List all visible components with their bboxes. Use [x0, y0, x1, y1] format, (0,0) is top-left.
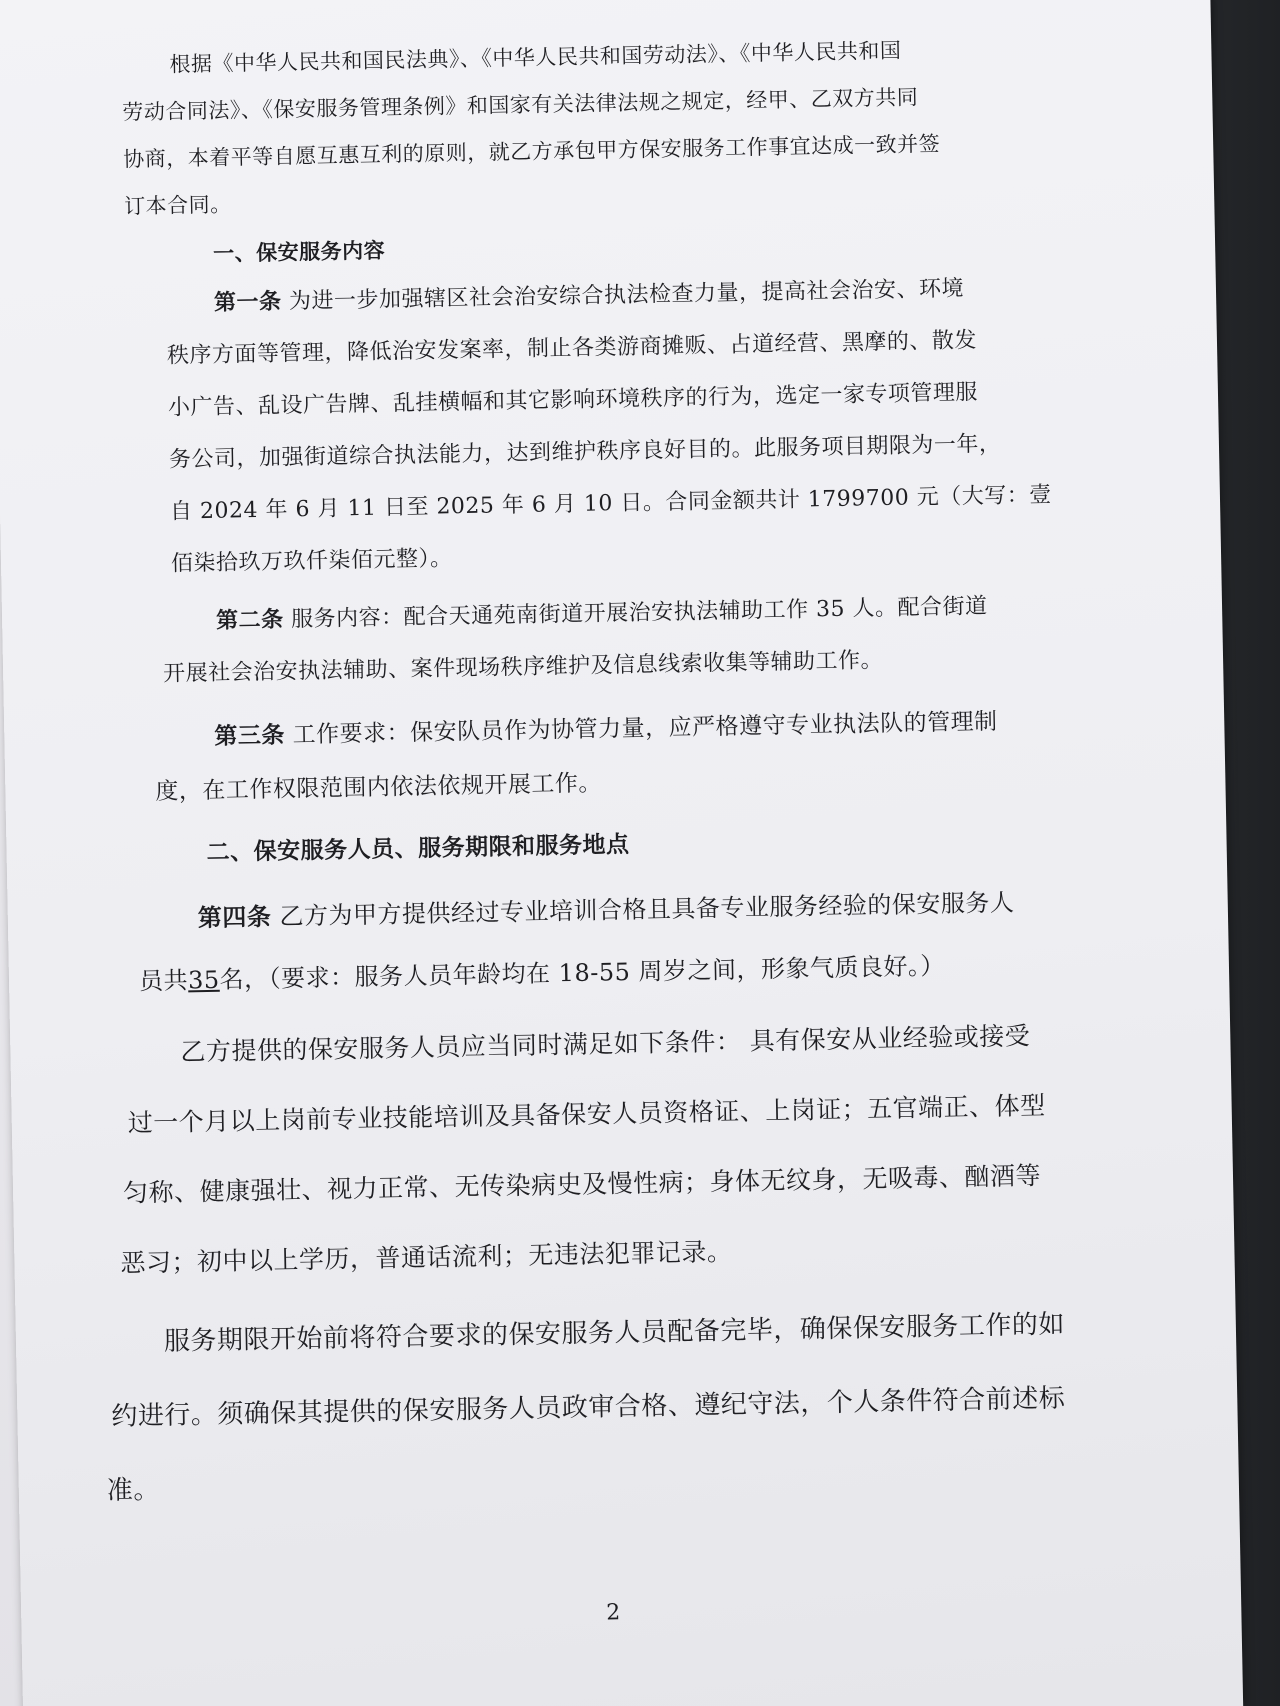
article-3-label: 第三条: [214, 721, 286, 750]
article-3-line-2: 度，在工作权限范围内依法依规开展工作。: [155, 770, 603, 805]
staffing-line-2: 约进行。须确保其提供的保安服务人员政审合格、遵纪守法，个人条件符合前述标: [111, 1383, 1066, 1432]
page-number: 2: [606, 1600, 621, 1626]
section-heading-2: 二、保安服务人员、服务期限和服务地点: [206, 830, 630, 866]
conditions-line-4: 恶习；初中以上学历，普通话流利；无违法犯罪记录。: [120, 1236, 733, 1278]
staffing-line-3: 准。: [106, 1475, 161, 1507]
article-4-line-2: [139, 946, 946, 996]
article-3-line-1: [214, 703, 998, 751]
intro-line-2: 劳动合同法》、《保安服务管理条例》和国家有关法律法规之规定，经甲、乙双方共同: [122, 85, 919, 125]
conditions-line-2: 过一个月以上岗前专业技能培训及具备保安人员资格证、上岗证；五官端正、体型: [127, 1090, 1046, 1138]
intro-line-4: 订本合同。: [123, 192, 232, 219]
contract-body: [106, 31, 1071, 1507]
conditions-line-3: 匀称、健康强壮、视力正常、无传染病史及慢性病；身体无纹身，无吸毒、酗酒等: [122, 1161, 1042, 1208]
article-1-line-5: 自 2024 年 6 月 11 日至 2025 年 6 月 10 日。合同金额共计 1799700 元（大写：壹: [169, 482, 1052, 525]
conditions-line-1: 乙方提供的保安服务人员应当同时满足如下条件： 具有保安从业经验或接受: [180, 1021, 1031, 1067]
article-4-staff-suffix: 名，（要求：服务人员年龄均在 18-55 周岁之间，形象气质良好。）: [219, 951, 946, 994]
article-2-label: 第二条: [215, 606, 284, 634]
article-1-line-6: 佰柒拾玖万玖仟柒佰元整）。: [170, 546, 453, 577]
article-2-text-1: 服务内容：配合天通苑南街道开展治安执法辅助工作 35 人。配合街道: [290, 593, 988, 633]
article-1-line-4: 务公司，加强街道综合执法能力，达到维护秩序良好目的。此服务项目期限为一年，: [168, 431, 1002, 473]
staffing-line-1: 服务期限开始前将符合要求的保安服务人员配备完毕，确保保安服务工作的如: [163, 1309, 1066, 1357]
section-heading-1: 一、保安服务内容: [212, 237, 386, 266]
article-4-line-1: [197, 883, 1014, 934]
article-4-text-1: 乙方为甲方提供经过专业培训合格且具备专业服务经验的保安服务人: [279, 888, 1015, 931]
article-1-text-1: 为进一步加强辖区社会治安综合执法检查力量，提高社会治安、环境: [288, 276, 965, 315]
article-4-label: 第四条: [197, 901, 272, 933]
article-1-line-3: 小广告、乱设广告牌、乱挂横幅和其它影响环境秩序的行为，选定一家专项管理服: [167, 380, 979, 421]
article-4-staff-count: 35: [187, 965, 220, 995]
article-1-label: 第一条: [213, 288, 282, 316]
article-2-line-1: [216, 589, 988, 635]
article-2-line-2: 开展社会治安执法辅助、案件现场秩序维护及信息线索收集等辅助工作。: [162, 647, 884, 687]
article-1-line-2: 秩序方面等管理，降低治安发案率，制止各类游商摊贩、占道经营、黑摩的、散发: [166, 328, 978, 369]
article-4-staff-prefix: 员共: [138, 966, 189, 996]
article-3-text-1: 工作要求：保安队员作为协管力量，应严格遵守专业执法队的管理制: [292, 708, 998, 749]
article-1-line-1: [214, 271, 964, 316]
intro-line-3: 协商，本着平等自愿互惠互利的原则，就乙方承包甲方保安服务工作事宜达成一致并签: [123, 131, 941, 172]
intro-line-1: 根据《中华人民共和国民法典》、《中华人民共和国劳动法》、《中华人民共和国: [169, 38, 902, 77]
